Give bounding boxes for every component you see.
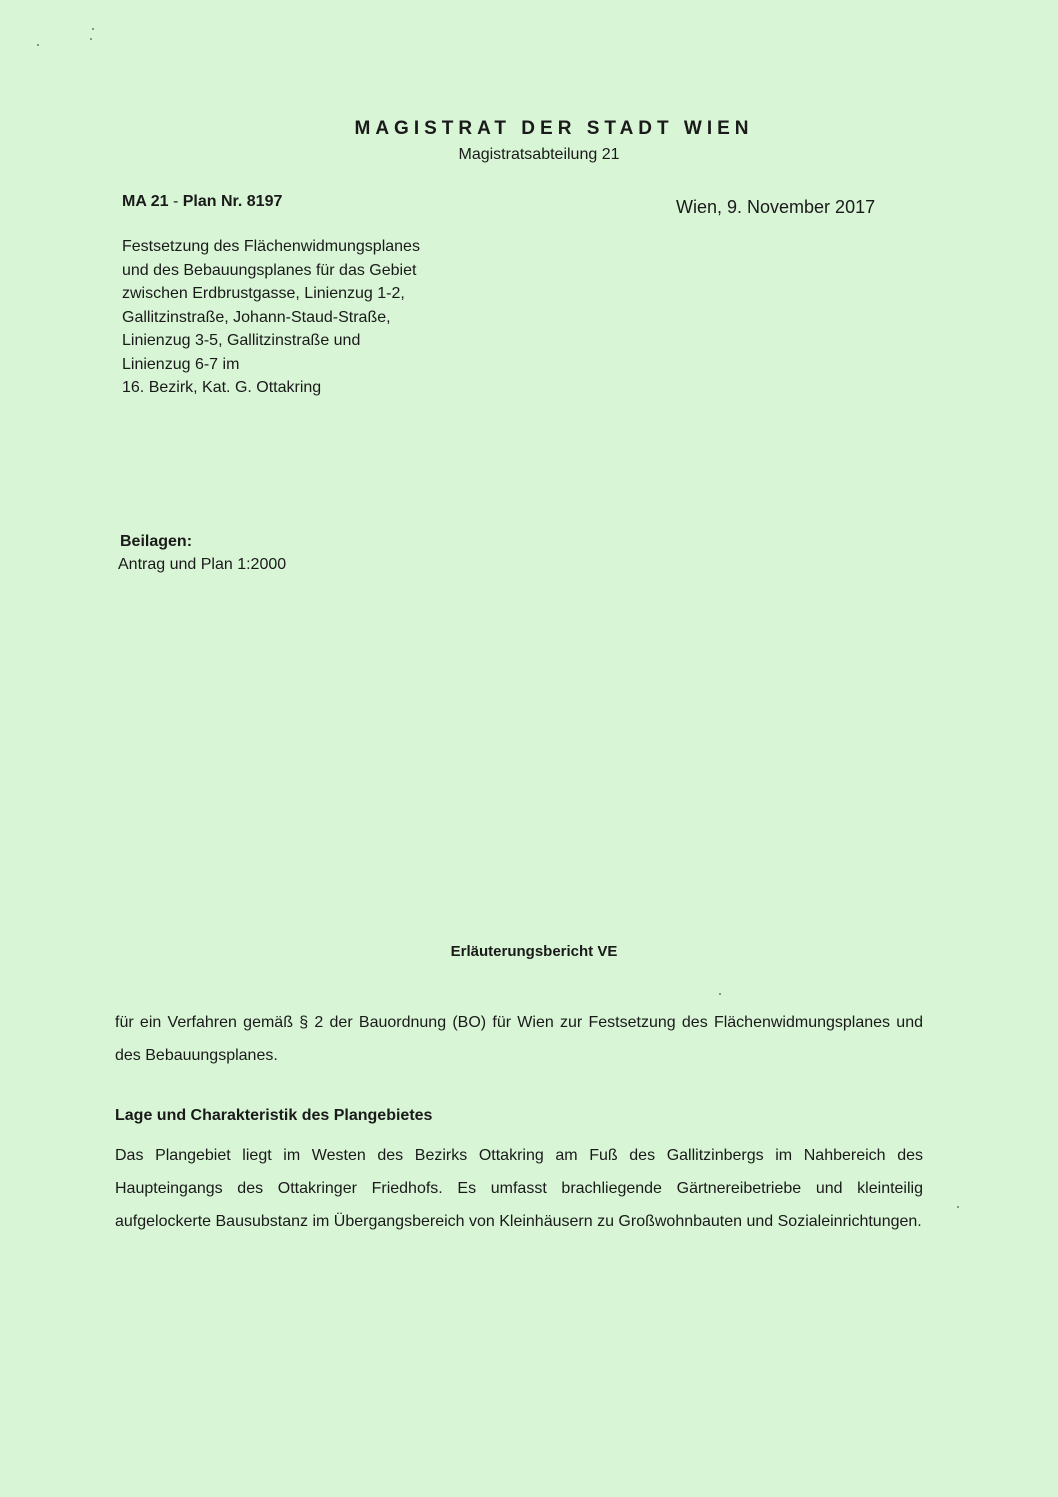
scan-speck xyxy=(92,28,94,30)
scan-speck xyxy=(719,993,721,995)
subject-block xyxy=(122,235,420,400)
document-date: Wien, 9. November 2017 xyxy=(676,197,876,217)
subject-line: Linienzug 3-5, Gallitzinstraße und xyxy=(122,332,361,349)
authority-title: MAGISTRAT DER STADT WIEN xyxy=(354,118,754,139)
report-title: Erläuterungsbericht VE xyxy=(450,943,618,960)
scan-speck xyxy=(90,38,92,40)
attachments-label: Beilagen: xyxy=(120,533,193,550)
subject-line: 16. Bezirk, Kat. G. Ottakring xyxy=(122,379,322,396)
section-paragraph: Das Plangebiet liegt im Westen des Bezirks Ottakring am Fuß des Gallitzinbergs im Nahbereich des Haupteingangs des Ottakringer Friedhofs. Es umfasst brachliegende Gärtnereibetriebe und kleinteilig aufgelockerte Bausubstanz im Übergangsbereich von Kleinhäusern zu Großwohnbauten und Sozialeinrichtungen. xyxy=(115,1147,923,1230)
subject-line: Linienzug 6-7 im xyxy=(122,355,240,373)
plan-number xyxy=(122,193,282,211)
attachments-text: Antrag und Plan 1:2000 xyxy=(118,556,287,573)
subject-line: Gallitzinstraße, Johann-Staud-Straße, xyxy=(122,308,391,326)
scan-speck xyxy=(37,44,39,46)
subject-line: zwischen Erdbrustgasse, Linienzug 1-2, xyxy=(122,285,405,302)
section-heading: Lage und Charakteristik des Plangebietes xyxy=(115,1107,433,1124)
subject-line: Festsetzung des Flächenwidmungsplanes xyxy=(122,238,420,255)
scan-speck xyxy=(957,1206,959,1208)
plan-prefix: MA 21 xyxy=(122,193,169,210)
department-subtitle: Magistratsabteilung 21 xyxy=(458,146,620,163)
subject-line: und des Bebauungsplanes für das Gebiet xyxy=(122,261,417,279)
plan-separator: - xyxy=(168,193,183,210)
intro-paragraph: für ein Verfahren gemäß § 2 der Bauordnung (BO) für Wien zur Festsetzung des Flächenwidmungsplanes und des Bebauungsplanes. xyxy=(115,1014,923,1064)
plan-label: Plan Nr. 8197 xyxy=(182,193,283,210)
